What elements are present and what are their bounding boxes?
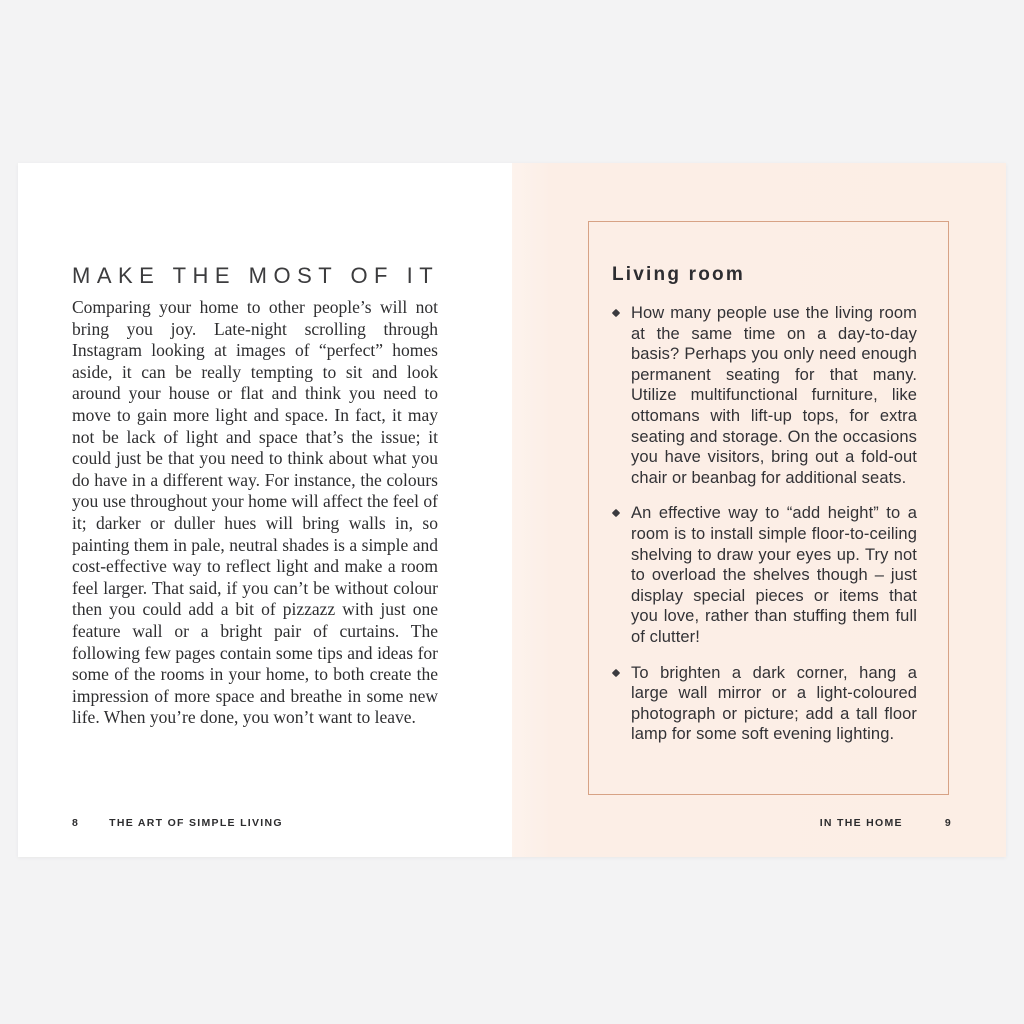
diamond-bullet-icon (612, 509, 620, 517)
right-page (512, 163, 1006, 857)
left-page-footer (72, 817, 283, 829)
right-page-number: 9 (944, 817, 952, 829)
right-running-title: IN THE HOME (819, 817, 903, 829)
tip-item (612, 663, 917, 745)
left-page (18, 163, 512, 857)
diamond-bullet-icon (612, 668, 620, 676)
tip-list (612, 303, 917, 760)
left-running-title: THE ART OF SIMPLE LIVING (109, 817, 283, 829)
tip-item-text: To brighten a dark corner, hang a large wall mirror or a light-coloured photograph or picture; add a tall floor lamp for some soft evening lighting. (631, 663, 917, 744)
page-title: MAKE THE MOST OF IT (72, 263, 440, 288)
tip-item (612, 503, 917, 647)
body-paragraph: Comparing your home to other people’s will not bring you joy. Late-night scrolling through Instagram looking at images of “perfect” homes aside, it can be really tempting to sit and look around your house or flat and think you need to move to gain more light and space. In fact, it may not be lack of light and space that’s the issue; it could just be that you need to think about what you do have in a different way. For instance, the colours you use throughout your home will affect the feel of it; darker or duller hues will bring walls in, so painting them in pale, neutral shades is a simple and cost-effective way to reflect light and make a room feel larger. That said, if you can’t be without colour then you could add a bit of pizzazz with just one feature wall or a bright pair of curtains. The following few pages contain some tips and ideas for some of the rooms in your home, to both create the impression of more space and breathe in some new life. When you’re done, you won’t want to leave. (72, 297, 438, 728)
right-page-footer (820, 817, 952, 829)
book-spread (18, 163, 1006, 857)
tip-item-text: How many people use the living room at the same time on a day-to-day basis? Perhaps you only need enough permanent seating for that many. Utilize multifunctional furniture, like ottomans with lift-up tops, for extra seating and storage. On the occasions you have visitors, bring out a fold-out chair or beanbag for additional seats. (631, 304, 917, 487)
diamond-bullet-icon (612, 309, 620, 317)
tip-item-text: An effective way to “add height” to a room is to install simple floor-to-ceiling shelving to draw your eyes up. Try not to overload the shelves though – just display special pieces or items that you love, rather than stuffing them full of clutter! (631, 504, 917, 646)
tip-box-heading: Living room (612, 264, 745, 285)
tip-item (612, 303, 917, 488)
tip-box (588, 221, 949, 795)
left-page-number: 8 (72, 817, 80, 829)
